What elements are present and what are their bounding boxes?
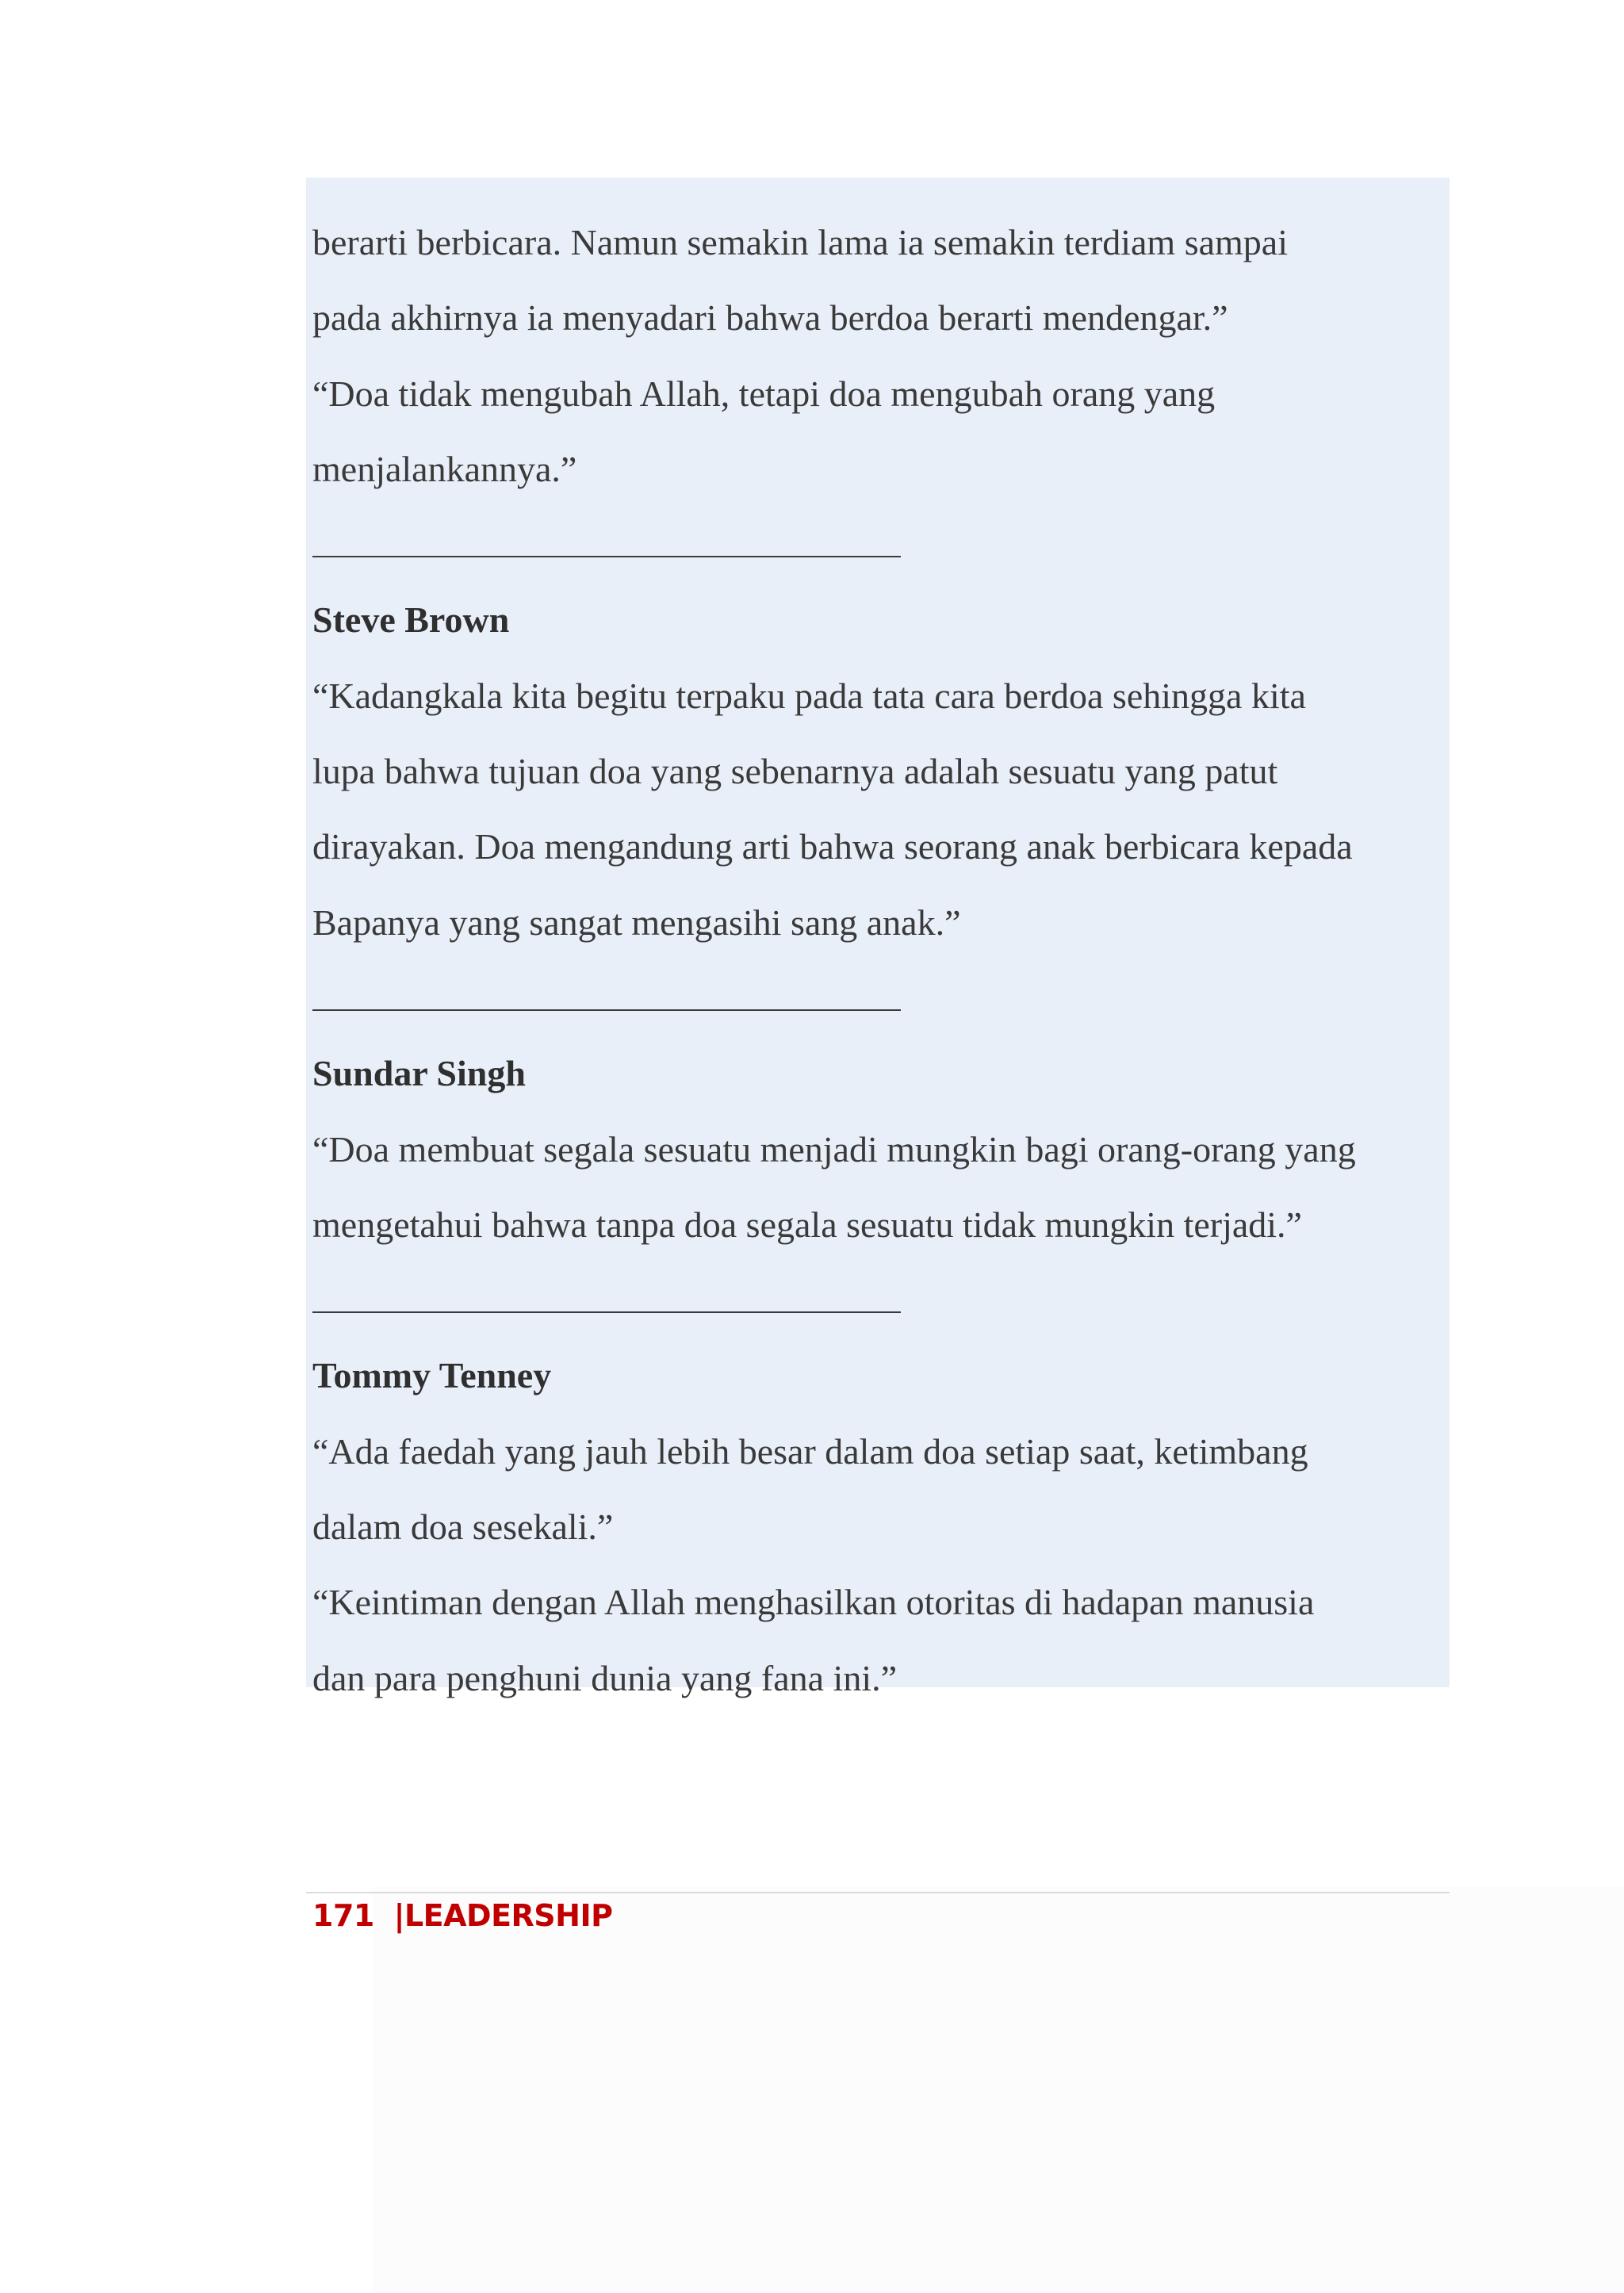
footer-divider — [306, 1892, 1450, 1893]
author-name: Tommy Tenney — [312, 1355, 552, 1396]
quote-line: “Kadangkala kita begitu terpaku pada tata cara berdoa sehingga kita — [312, 675, 1306, 716]
author-name: Steve Brown — [312, 599, 510, 641]
quote-line: “Ada faedah yang jauh lebih besar dalam doa setiap saat, ketimbang — [312, 1430, 1308, 1472]
page-number: 171 — [312, 1898, 374, 1933]
quote-line: Bapanya yang sangat mengasihi sang anak.” — [312, 902, 961, 943]
page-footer — [312, 1898, 612, 1933]
body-line: “Doa tidak mengubah Allah, tetapi doa mengubah orang yang — [312, 373, 1216, 414]
quote-line: lupa bahwa tujuan doa yang sebenarnya adalah sesuatu yang patut — [312, 751, 1278, 792]
body-line: pada akhirnya ia menyadari bahwa berdoa berarti mendengar.” — [312, 297, 1228, 339]
divider — [312, 507, 1446, 582]
page-shade — [373, 1887, 1624, 2293]
footer-title: LEADERSHIP — [404, 1898, 613, 1933]
quote-line: dirayakan. Doa mengandung arti bahwa seorang anak berbicara kepada — [312, 826, 1353, 867]
footer-separator: | — [393, 1898, 404, 1933]
quote-line: dalam doa sesekali.” — [312, 1506, 614, 1548]
quote-line: mengetahui bahwa tanpa doa segala sesuatu tidak mungkin terjadi.” — [312, 1204, 1302, 1245]
quote-line: “Doa membuat segala sesuatu menjadi mungkin bagi orang-orang yang — [312, 1128, 1356, 1169]
quote-line: “Keintiman dengan Allah menghasilkan otoritas di hadapan manusia — [312, 1582, 1315, 1623]
quote-line: dan para penghuni dunia yang fana ini.” — [312, 1657, 898, 1698]
body-line: berarti berbicara. Namun semakin lama ia semakin terdiam sampai — [312, 222, 1289, 262]
divider — [312, 960, 1446, 1035]
author-name: Sundar Singh — [312, 1053, 526, 1094]
body-line: menjalankannya.” — [312, 448, 577, 489]
quote-text-area — [312, 205, 1446, 1716]
divider — [312, 1262, 1446, 1338]
